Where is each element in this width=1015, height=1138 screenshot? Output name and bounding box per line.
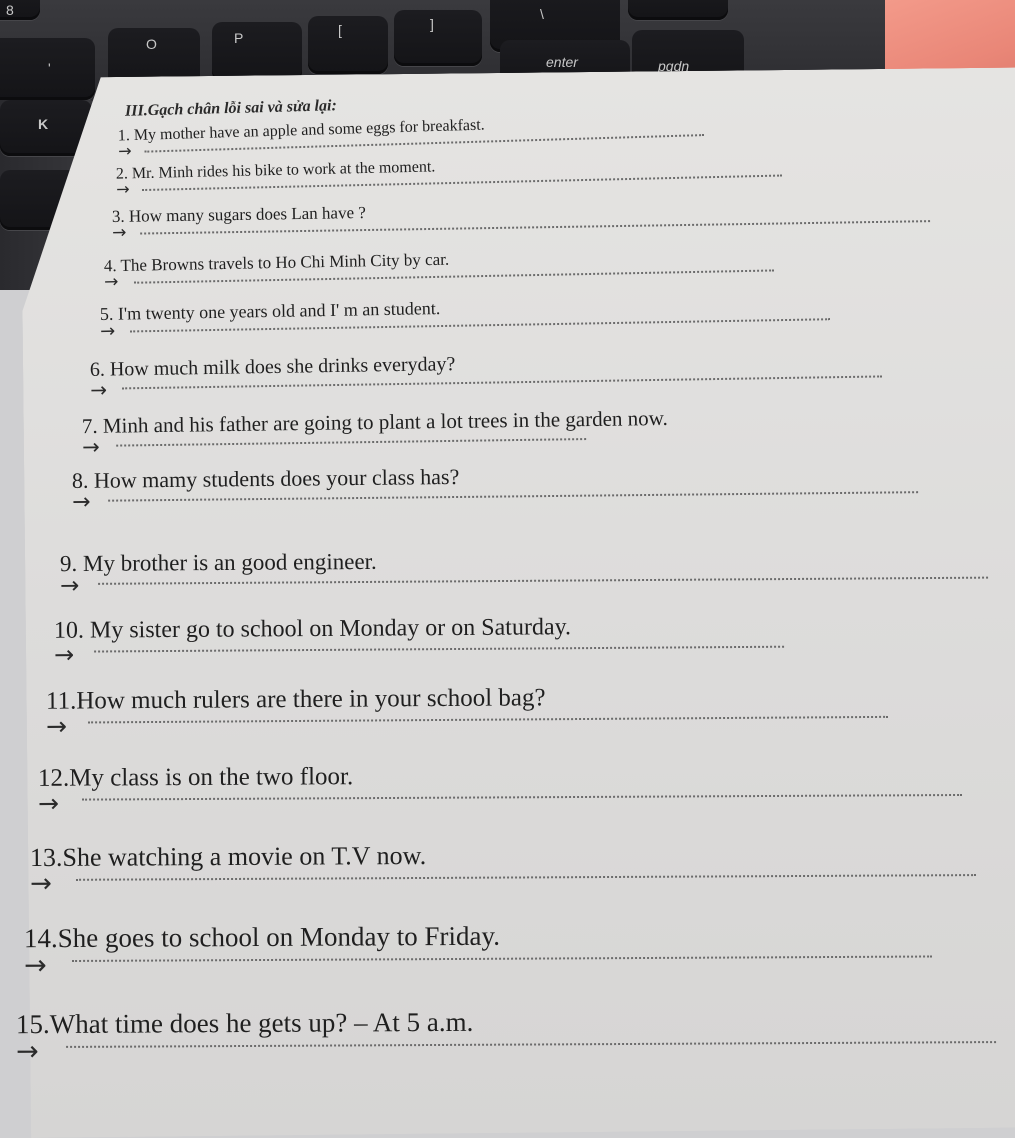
arrow-icon: →	[117, 141, 132, 161]
arrow-icon: →	[30, 868, 52, 900]
exercise-item-11	[45, 684, 546, 741]
exercise-item-5	[100, 298, 441, 341]
exercise-sentence: 3. How many sugars does Lan have ?	[111, 203, 367, 226]
exercise-item-10	[53, 614, 572, 669]
exercise-item-15	[15, 1006, 474, 1068]
key-apostrophe: '	[0, 38, 95, 100]
exercise-sentence: 8. How mamy students does your class has?	[71, 463, 460, 494]
arrow-icon: →	[24, 950, 47, 982]
key-enter: enter	[500, 40, 630, 86]
key-top-right	[628, 0, 728, 20]
key-pgdn: pgdn	[632, 30, 744, 90]
exercise-sentence: 6. How much milk does she drinks everyday?	[89, 353, 456, 381]
exercise-item-9	[59, 548, 377, 600]
answer-line	[30, 868, 426, 900]
key-p: P	[212, 22, 302, 82]
exercise-item-7	[81, 405, 668, 460]
exercise-sentence: 11.How much rulers are there in your school bag?	[45, 684, 546, 715]
arrow-icon: →	[90, 377, 108, 402]
arrow-icon: →	[115, 179, 130, 199]
exercise-sentence: 13.She watching a movie on T.V now.	[29, 840, 427, 873]
arrow-icon: →	[16, 1036, 39, 1068]
exercise-item-4	[104, 250, 450, 293]
arrow-icon: →	[99, 320, 116, 342]
worksheet-heading: III.Gạch chân lỗi sai và sửa lại:	[124, 97, 338, 120]
key-bracket-right: ]	[394, 10, 482, 66]
exercise-sentence: 10. My sister go to school on Monday or on Saturday.	[53, 614, 572, 644]
arrow-icon: →	[60, 572, 80, 600]
arrow-icon: →	[111, 222, 127, 243]
answer-line	[24, 950, 500, 982]
exercise-item-13	[29, 840, 427, 900]
arrow-icon: →	[103, 272, 119, 293]
key-bracket-left: [	[308, 16, 388, 74]
key-k: K	[0, 100, 92, 156]
arrow-icon: →	[54, 640, 75, 669]
key-8: 8	[0, 0, 40, 20]
exercise-sentence: 5. I'm twenty one years old and I' m an student.	[99, 298, 441, 324]
exercise-sentence: 7. Minh and his father are going to plant a lot trees in the garden now.	[81, 405, 668, 439]
exercise-sentence: 14.She goes to school on Monday to Friday.	[23, 920, 500, 954]
exercise-sentence: 1. My mother have an apple and some eggs for breakfast.	[117, 116, 485, 145]
exercise-item-12	[37, 763, 354, 818]
arrow-icon: →	[46, 711, 68, 741]
answer-dotted-line[interactable]	[116, 438, 586, 447]
exercise-sentence: 9. My brother is an good engineer.	[59, 548, 377, 577]
exercise-sentence: 15.What time does he gets up? – At 5 a.m.	[15, 1006, 474, 1040]
exercise-item-8	[71, 463, 460, 516]
exercise-sentence: 4. The Browns travels to Ho Chi Minh City by car.	[103, 249, 450, 276]
exercise-sentence: 2. Mr. Minh rides his bike to work at the moment.	[115, 158, 436, 183]
exercise-item-6	[89, 353, 456, 402]
answer-line	[38, 788, 353, 818]
answer-line	[16, 1036, 473, 1068]
arrow-icon: →	[38, 788, 60, 818]
answer-line	[60, 572, 377, 600]
key-o: O	[108, 28, 200, 90]
exercise-item-2	[116, 158, 436, 199]
exercise-item-14	[23, 920, 500, 982]
exercise-item-3	[112, 203, 367, 243]
key-backslash: \	[490, 0, 620, 52]
arrow-icon: →	[72, 489, 91, 516]
arrow-icon: →	[82, 434, 100, 460]
exercise-sentence: 12.My class is on the two floor.	[37, 763, 354, 792]
